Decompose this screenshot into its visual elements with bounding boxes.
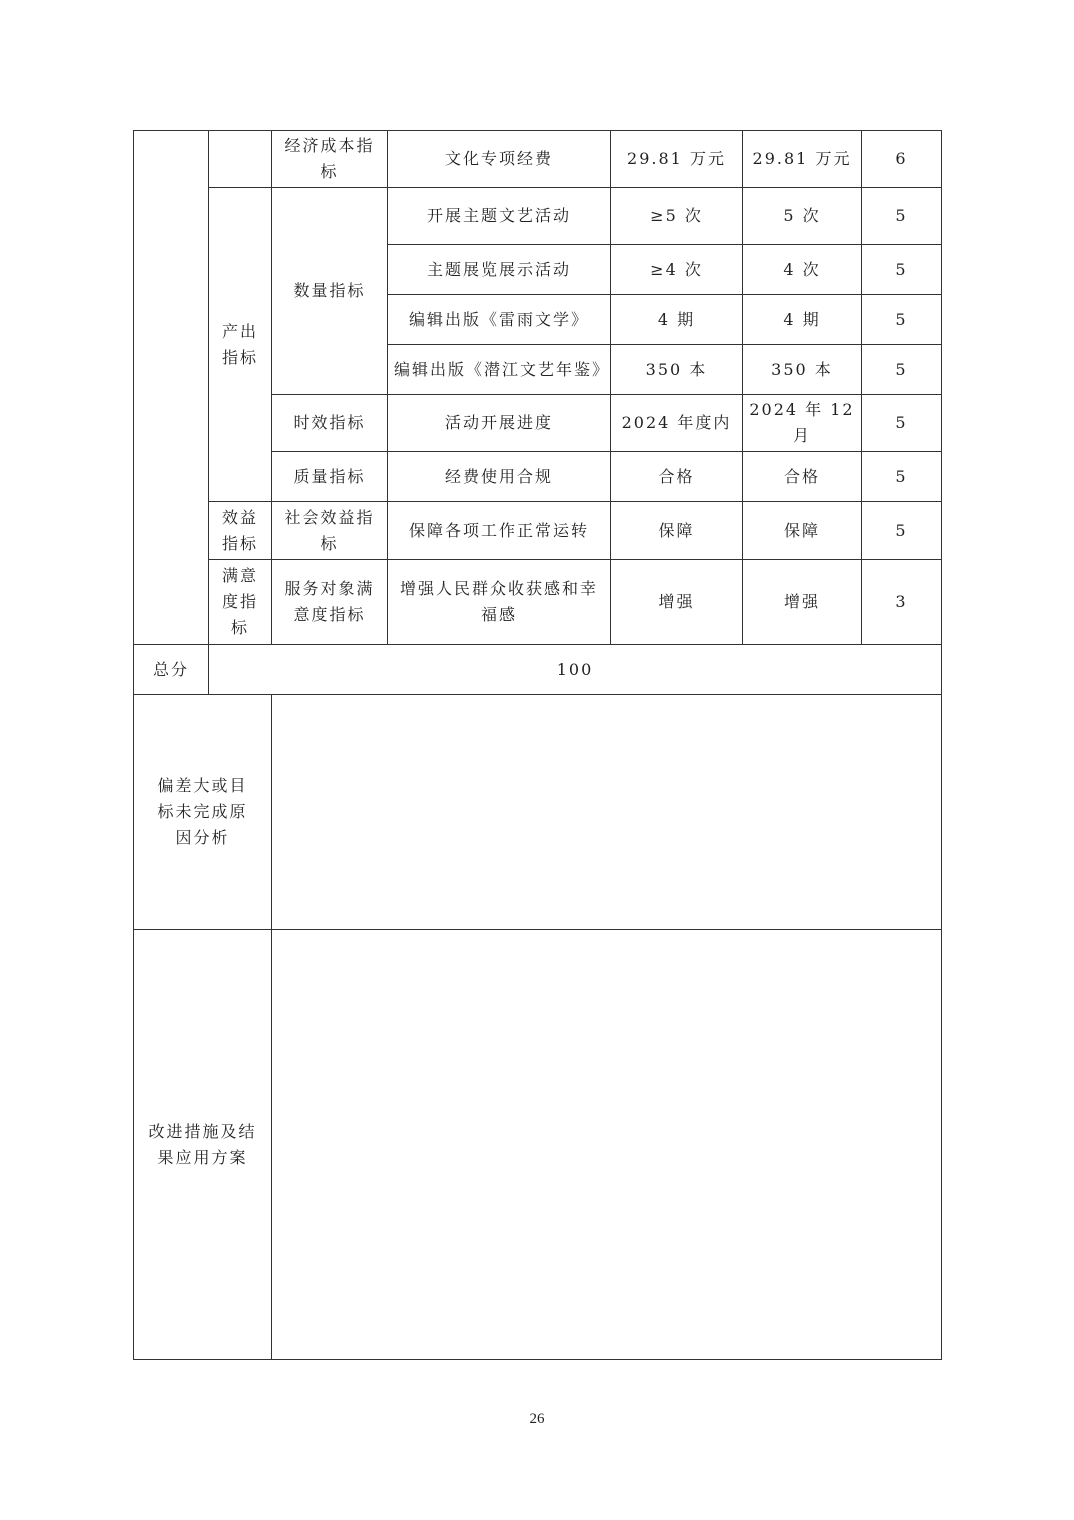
table-row <box>134 188 942 245</box>
target-cell: 保障 <box>611 502 743 560</box>
second-level-cell <box>209 131 272 188</box>
actual-cell: 350 本 <box>743 345 862 395</box>
deviation-content <box>272 695 942 930</box>
table-row <box>134 560 942 645</box>
score-cell: 5 <box>862 295 942 345</box>
category-cell: 服务对象满意度指标 <box>272 560 388 645</box>
score-cell: 5 <box>862 188 942 245</box>
deviation-label: 偏差大或目标未完成原因分析 <box>134 695 272 930</box>
indicator-cell: 文化专项经费 <box>388 131 611 188</box>
output-group-cell: 产出指标 <box>209 188 272 502</box>
page-number: 26 <box>529 1411 545 1427</box>
indicator-cell: 经费使用合规 <box>388 452 611 502</box>
indicator-cell: 主题展览展示活动 <box>388 245 611 295</box>
category-cell: 质量指标 <box>272 452 388 502</box>
table-row <box>134 131 942 188</box>
total-value: 100 <box>209 645 942 695</box>
performance-evaluation-table <box>133 130 942 1360</box>
score-cell: 6 <box>862 131 942 188</box>
actual-cell: 合格 <box>743 452 862 502</box>
indicator-cell: 增强人民群众收获感和幸福感 <box>388 560 611 645</box>
target-cell: ≥5 次 <box>611 188 743 245</box>
actual-cell: 4 次 <box>743 245 862 295</box>
score-cell: 5 <box>862 452 942 502</box>
score-cell: 5 <box>862 245 942 295</box>
total-row <box>134 645 942 695</box>
deviation-row <box>134 695 942 930</box>
indicator-cell: 保障各项工作正常运转 <box>388 502 611 560</box>
category-cell: 时效指标 <box>272 395 388 452</box>
target-cell: ≥4 次 <box>611 245 743 295</box>
satisfaction-group-cell: 满意度指标 <box>209 560 272 645</box>
actual-cell: 增强 <box>743 560 862 645</box>
indicator-cell: 编辑出版《潜江文艺年鉴》 <box>388 345 611 395</box>
indicator-cell: 活动开展进度 <box>388 395 611 452</box>
actual-cell: 29.81 万元 <box>743 131 862 188</box>
target-cell: 合格 <box>611 452 743 502</box>
target-cell: 2024 年度内 <box>611 395 743 452</box>
score-cell: 5 <box>862 395 942 452</box>
actual-cell: 2024 年 12 月 <box>743 395 862 452</box>
category-cell: 经济成本指标 <box>272 131 388 188</box>
quantity-category-cell: 数量指标 <box>272 188 388 395</box>
indicator-cell: 开展主题文艺活动 <box>388 188 611 245</box>
improvement-content <box>272 930 942 1360</box>
improvement-row <box>134 930 942 1360</box>
target-cell: 4 期 <box>611 295 743 345</box>
target-cell: 增强 <box>611 560 743 645</box>
improvement-label: 改进措施及结果应用方案 <box>134 930 272 1360</box>
category-cell: 社会效益指标 <box>272 502 388 560</box>
first-level-cell <box>134 131 209 645</box>
actual-cell: 5 次 <box>743 188 862 245</box>
actual-cell: 4 期 <box>743 295 862 345</box>
table-row <box>134 502 942 560</box>
score-cell: 5 <box>862 345 942 395</box>
actual-cell: 保障 <box>743 502 862 560</box>
score-cell: 3 <box>862 560 942 645</box>
benefit-group-cell: 效益指标 <box>209 502 272 560</box>
total-label: 总分 <box>134 645 209 695</box>
score-cell: 5 <box>862 502 942 560</box>
indicator-cell: 编辑出版《雷雨文学》 <box>388 295 611 345</box>
target-cell: 350 本 <box>611 345 743 395</box>
target-cell: 29.81 万元 <box>611 131 743 188</box>
